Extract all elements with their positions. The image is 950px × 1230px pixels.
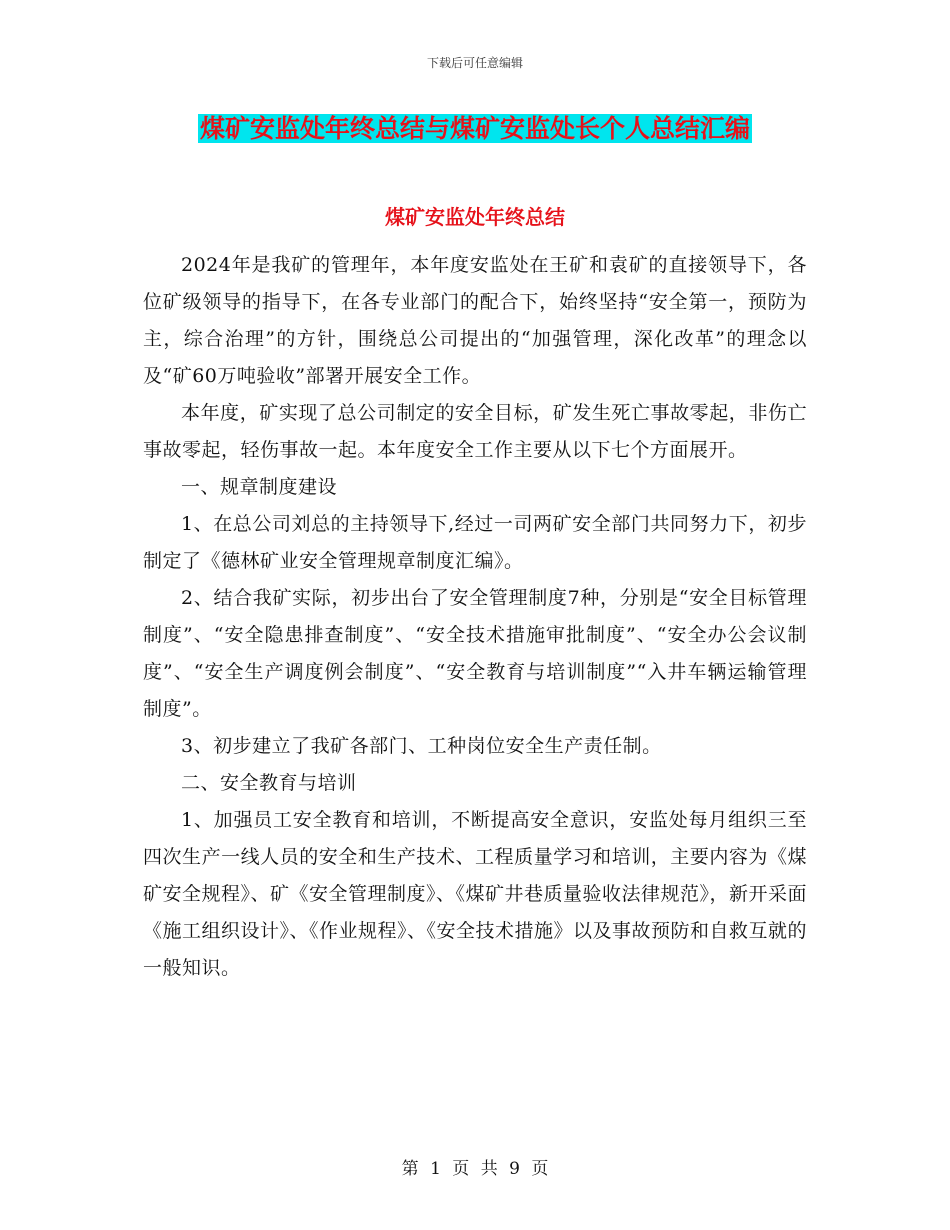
document-title	[0, 112, 950, 146]
document-body	[143, 247, 807, 987]
header-note: 下载后可任意编辑	[426, 56, 523, 70]
section-heading: 二、安全教育与培训	[181, 772, 357, 794]
document-title-text: 煤矿安监处年终总结与煤矿安监处长个人总结汇编	[199, 114, 750, 143]
section-title: 煤矿安监处年终总结	[385, 205, 565, 229]
section-heading: 一、规章制度建设	[181, 476, 338, 498]
page-number: 第 1 页 共 9 页	[401, 1159, 549, 1179]
paragraph: 2024年是我矿的管理年，本年度安监处在王矿和袁矿的直接领导下，各位矿级领导的指导下，在各专业部门的配合下，始终坚持“安全第一，预防为主，综合治理”的方针，围绕总公司提出的“加强管理，深化改革”的理念以及“矿60万吨验收”部署开展安全工作。	[143, 254, 807, 387]
paragraph: 1、在总公司刘总的主持领导下,经过一司两矿安全部门共同努力下，初步制定了《德林矿业安全管理规章制度汇编》。	[143, 513, 807, 572]
paragraph: 2、结合我矿实际，初步出台了安全管理制度7种，分别是“安全目标管理制度”、“安全隐患排查制度”、“安全技术措施审批制度”、“安全办公会议制度”、“安全生产调度例会制度”、“安全教育与培训制度”“入井车辆运输管理制度”。	[143, 587, 807, 720]
paragraph: 本年度，矿实现了总公司制定的安全目标，矿发生死亡事故零起，非伤亡事故零起，轻伤事故一起。本年度安全工作主要从以下七个方面展开。	[143, 402, 807, 461]
paragraph: 1、加强员工安全教育和培训，不断提高安全意识，安监处每月组织三至四次生产一线人员的安全和生产技术、工程质量学习和培训，主要内容为《煤矿安全规程》、矿《安全管理制度》、《煤矿井巷质量验收法律规范》，新开采面《施工组织设计》、《作业规程》、《安全技术措施》以及事故预防和自救互就的一般知识。	[143, 809, 808, 979]
paragraph: 3、初步建立了我矿各部门、工种岗位安全生产责任制。	[181, 735, 662, 757]
